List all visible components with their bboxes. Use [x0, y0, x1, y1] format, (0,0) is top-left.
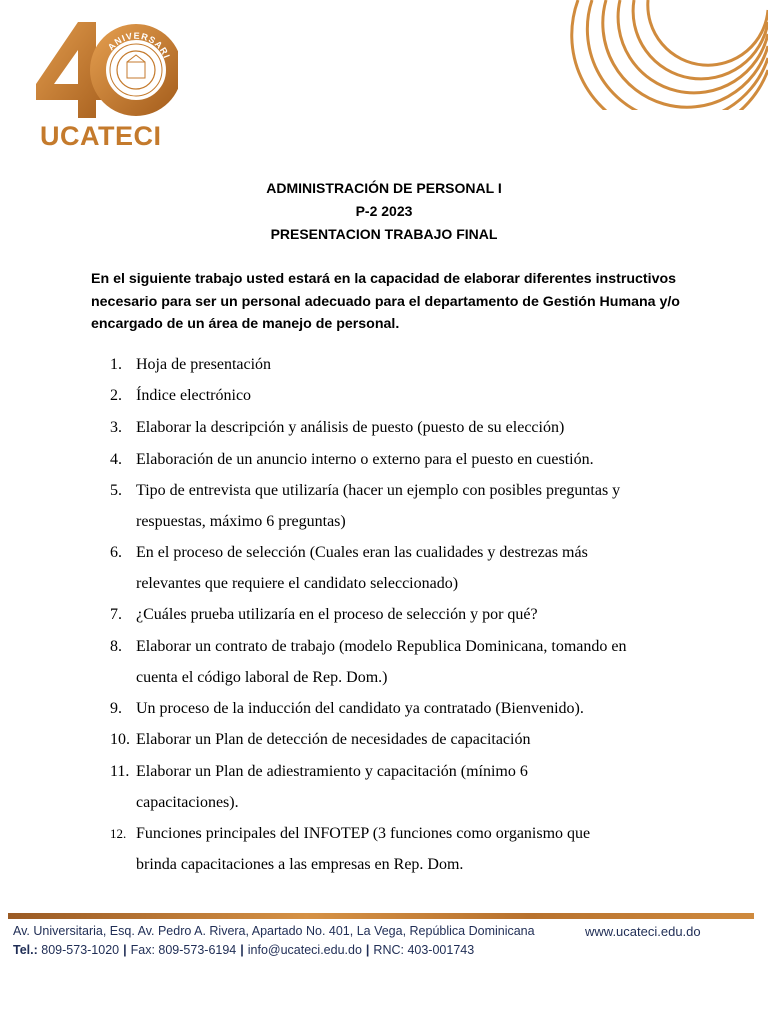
footer-website-link[interactable]: www.ucateci.edu.do	[585, 924, 701, 939]
list-item: 8. Elaborar un contrato de trabajo (modelo Republica Dominicana, tomando en cuenta el código laboral de Rep. Dom.)	[110, 638, 627, 686]
assignment-title: PRESENTACION TRABAJO FINAL	[270, 226, 498, 242]
rnc-number: RNC: 403-001743	[373, 943, 475, 957]
intro-paragraph: En el siguiente trabajo usted estará en la capacidad de elaborar diferentes instructivos necesario para ser un personal adecuado para el departamento de Gestión Humana y/o encargado de un área de manejo de personal.	[91, 271, 680, 332]
decorative-arcs	[568, 0, 768, 110]
list-item: 12. Funciones principales del INFOTEP (3 funciones como organismo que brinda capacitaciones a las empresas en Rep. Dom.	[110, 825, 591, 873]
badge-text: ANIVERSARI	[105, 30, 173, 61]
list-item: 1. Hoja de presentación	[110, 356, 272, 373]
footer-address: Av. Universitaria, Esq. Av. Pedro A. Rivera, Apartado No. 401, La Vega, República Dominicana	[13, 924, 535, 938]
list-item: 5. Tipo de entrevista que utilizaría (hacer un ejemplo con posibles preguntas y respuestas, máximo 6 preguntas)	[110, 482, 621, 530]
logo-40-icon	[28, 20, 178, 120]
list-item: 2. Índice electrónico	[110, 387, 252, 404]
list-item: 3. Elaborar la descripción y análisis de puesto (puesto de su elección)	[110, 419, 565, 436]
list-item: 6. En el proceso de selección (Cuales eran las cualidades y destrezas más relevantes que requiere el candidato seleccionado)	[110, 544, 588, 592]
period: P-2 2023	[355, 203, 413, 219]
fax-number: Fax: 809-573-6194	[130, 943, 237, 957]
footer-contact: Tel.: 809-573-1020 | Fax: 809-573-6194 | info@ucateci.edu.do | RNC: 403-001743	[13, 943, 475, 957]
list-item: 7. ¿Cuáles prueba utilizaría en el proceso de selección y por qué?	[110, 606, 538, 623]
list-item: 10. Elaborar un Plan de detección de necesidades de capacitación	[110, 731, 531, 748]
tel-number: 809-573-1020	[41, 943, 120, 957]
email-link[interactable]: info@ucateci.edu.do	[247, 943, 362, 957]
footer-divider	[8, 913, 754, 919]
list-item: 4. Elaboración de un anuncio interno o externo para el puesto en cuestión.	[110, 451, 594, 468]
list-item: 9. Un proceso de la inducción del candidato ya contratado (Bienvenido).	[110, 700, 584, 717]
course-title: ADMINISTRACIÓN DE PERSONAL I	[266, 180, 502, 196]
logo-name: UCATECI	[40, 121, 162, 151]
tel-label: Tel.:	[13, 943, 38, 957]
list-item: 11. Elaborar un Plan de adiestramiento y capacitación (mínimo 6 capacitaciones).	[110, 763, 528, 811]
